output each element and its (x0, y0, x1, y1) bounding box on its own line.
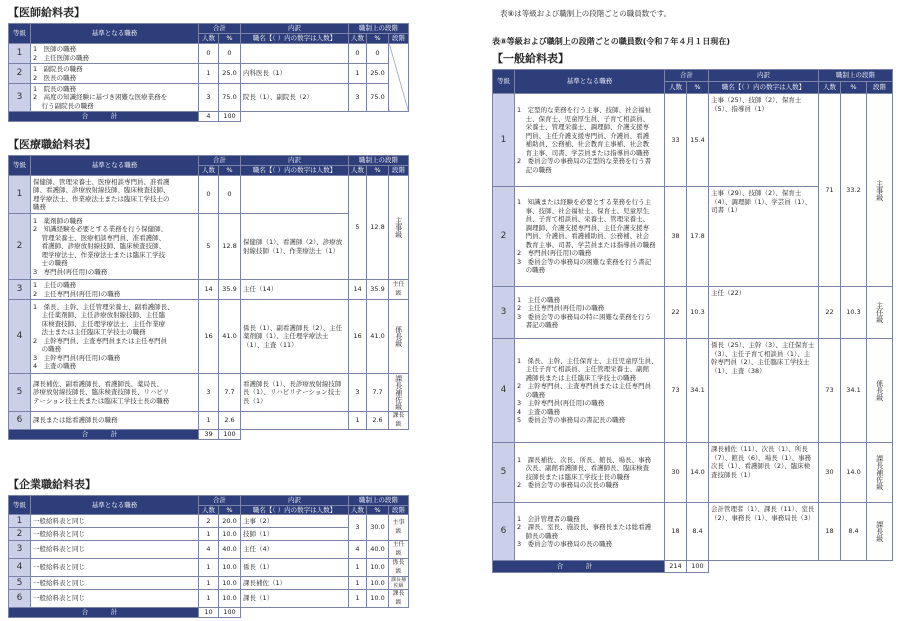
titles-cell: 主任（14） (241, 280, 349, 300)
duty-header: 基準となる職務 (31, 496, 199, 515)
breakdown-header: 内訳 (241, 24, 349, 34)
total-row (493, 561, 893, 573)
stage-count-cell: 1 (349, 559, 367, 577)
stage-label-cell: 主事級 (867, 94, 893, 287)
stage-label-empty (389, 44, 409, 112)
table-row (9, 590, 409, 608)
stage-count-cell: 14 (349, 280, 367, 300)
count-cell: 0 (199, 44, 219, 64)
stage-label-cell: 課長級 (389, 412, 409, 430)
count-cell: 22 (665, 287, 687, 339)
grade-cell: 5 (9, 374, 31, 412)
grade-cell: 6 (493, 503, 515, 561)
ippan-title: 【一般給料表】 (492, 52, 569, 65)
stage-pct-cell: 10.0 (367, 577, 389, 590)
ishi-section (8, 6, 408, 122)
titles-cell: 主事（29）、技師（2）、保育士（4）、調理師（1）、学芸員（1）、司書（1） (709, 187, 819, 287)
stage-label-cell: 課長級 (389, 590, 409, 608)
titles-cell: 課長補佐（11）、次長（1）、所長（7）、館長（6）、場長（1）、事務次長（1）、看護師長（2）、臨床検査技師長（1） (709, 443, 819, 503)
table-row (9, 515, 409, 528)
stage-count-cell: 0 (349, 44, 367, 64)
table-row (9, 577, 409, 590)
grade-cell: 4 (493, 339, 515, 443)
count-cell: 1 (199, 412, 219, 430)
stage-pct-cell: 75.0 (367, 84, 389, 112)
grade-cell: 3 (9, 84, 31, 112)
grade-cell: 4 (9, 300, 31, 374)
total-pct: 100 (219, 608, 241, 618)
total-header: 合計 (199, 496, 241, 506)
pct-cell: 75.0 (219, 84, 241, 112)
grade-cell: 5 (9, 577, 31, 590)
grade-cell: 5 (493, 443, 515, 503)
title-col-header: 職名【（ ）内の数字は人数】 (709, 82, 819, 94)
table-row (493, 94, 893, 187)
total-header: 合計 (665, 70, 709, 82)
stage-label-cell: 課長補佐級 (389, 374, 409, 412)
stage-count-cell: 1 (349, 412, 367, 430)
duty-cell: 一般給料表と同じ (31, 577, 199, 590)
stage-pct-cell: 35.9 (367, 280, 389, 300)
grade-cell: 6 (9, 590, 31, 608)
percent-header: % (219, 505, 241, 515)
kigyo-section (8, 478, 408, 618)
stage-pct-cell: 10.0 (367, 590, 389, 608)
duty-cell: 1 係長、主幹、主任保育士、主任児童厚生員、 主任子育て相談員、主任管理栄養士、副館 護師長または主任臨床工学技士の職務 2 主幹専門員、主査専門員または主任専門員 の職務 3 主幹専門員(再任用)の職務 4 主査の職務 5 委員会等の事務局の書記長の職務 (515, 339, 665, 443)
stage-count-cell: 30 (819, 443, 841, 503)
duty-cell: 1 知識または経験を必要とする業務を行う主 事、技師、社会福祉士、保育士、児童厚生 員、子育て相談員、栄養士、管理栄養士、 調理師、介護支援専門員、主任介護支援専 門員、介護員、看護補助員、公務補、社会 教育主事、司書、学芸員または指導員の職務 2 専門員(再任用)の職務 3 委員会等の事務局の困難な業務を行う書記 の職務 (515, 187, 665, 287)
titles-cell: 看護師長（1）、長診療放射線技師長（1）、リハビリテーション技士長（1） (241, 374, 349, 412)
percent-header: % (687, 82, 709, 94)
stage-pct-cell: 8.4 (841, 503, 867, 561)
stage-count-cell: 1 (349, 590, 367, 608)
iryo-section (8, 138, 408, 440)
persons-header: 人数 (199, 166, 219, 176)
stage-label-cell: 課長補佐級 (389, 577, 409, 590)
iryo-table (8, 155, 409, 440)
stage-count-cell: 4 (349, 541, 367, 559)
table-row (9, 64, 409, 84)
persons-header: 人数 (819, 82, 841, 94)
kigyo-table (8, 495, 409, 618)
stage-count-cell: 3 (349, 515, 367, 541)
count-cell: 3 (199, 374, 219, 412)
duty-cell: 一般給料表と同じ (31, 559, 199, 577)
ishi-title: 【医師給料表】 (8, 6, 85, 19)
stage-count-cell: 16 (349, 300, 367, 374)
percent-header: % (219, 166, 241, 176)
stage-pct-cell: 40.0 (367, 541, 389, 559)
total-label: 合 計 (9, 608, 199, 618)
grade-cell: 2 (9, 528, 31, 541)
titles-cell: 課長補佐（1） (241, 577, 349, 590)
total-pct: 100 (687, 561, 709, 573)
stage-pct-cell: 34.1 (841, 339, 867, 443)
persons-header: 人数 (199, 34, 219, 44)
count-cell: 33 (665, 94, 687, 187)
duty-cell: 1 医師の職務 2 主任医師の職務 (31, 44, 199, 64)
persons-header: 人数 (349, 505, 367, 515)
stage-count-cell: 1 (349, 577, 367, 590)
grade-header: 等級 (9, 496, 31, 515)
table-row (9, 412, 409, 430)
pct-cell: 0 (219, 176, 241, 214)
grade-cell: 3 (493, 287, 515, 339)
duty-header: 基準となる職務 (515, 70, 665, 94)
total-label: 合 計 (9, 430, 199, 440)
stage-label-cell: 課長級 (867, 503, 893, 561)
grade-header: 等級 (9, 156, 31, 176)
title-col-header: 職名【（ ）内の数字は人数】 (241, 166, 349, 176)
total-header: 合計 (199, 24, 241, 34)
pct-cell: 10.0 (219, 590, 241, 608)
duty-cell: 1 会計管理者の職務 2 課長、室長、施設長、事務長または総看護 師長の職務 3 委員会等の事務局の長の職務 (515, 503, 665, 561)
stage-col-header: 段階 (867, 82, 893, 94)
duty-cell: 1 主任の職務 2 主任専門員(再任用)の職務 (31, 280, 199, 300)
total-row (9, 430, 409, 440)
grade-cell: 2 (9, 64, 31, 84)
stage-label-cell: 主任級 (389, 541, 409, 559)
stage-pct-cell: 41.0 (367, 300, 389, 374)
duty-cell: 1 薬剤師の職務 2 知識経験を必要とする業務を行う保健師、 管理栄養士、医療相談専門員、准看護師、 看護師、診療放射線技師、臨床検査技師、 理学療法士、作業療法士または臨床工学技 士の職務 3 専門員(再任用)の職務 (31, 214, 199, 280)
grade-header: 等級 (9, 24, 31, 44)
stage-col-header: 段階 (389, 34, 409, 44)
duty-cell: 課長または総看護師長の職務 (31, 412, 199, 430)
percent-header: % (367, 34, 389, 44)
stage-count-cell: 18 (819, 503, 841, 561)
stage-pct-cell: 12.8 (367, 176, 389, 280)
breakdown-header: 内訳 (709, 70, 819, 82)
persons-header: 人数 (349, 34, 367, 44)
count-cell: 1 (199, 64, 219, 84)
total-pct: 100 (219, 112, 241, 122)
stage-pct-cell: 10.3 (841, 287, 867, 339)
grade-cell: 4 (9, 559, 31, 577)
stage-count-cell: 5 (349, 176, 367, 280)
titles-cell: 技師（1） (241, 528, 349, 541)
kigyo-title: 【企業職給料表】 (8, 478, 96, 491)
total-count: 10 (199, 608, 219, 618)
pct-cell: 0 (219, 44, 241, 64)
iryo-title: 【医療職給料表】 (8, 138, 96, 151)
stage-pct-cell: 33.2 (841, 94, 867, 287)
count-cell: 2 (199, 515, 219, 528)
count-cell: 1 (199, 528, 219, 541)
stage-label-cell: 係長級 (389, 300, 409, 374)
stage-col-header: 段階 (389, 166, 409, 176)
table-row (493, 287, 893, 339)
ippan-table (492, 69, 893, 573)
persons-header: 人数 (349, 166, 367, 176)
title-col-header: 職名【（ ）内の数字は人数】 (241, 34, 349, 44)
stage-pct-cell: 2.6 (367, 412, 389, 430)
count-cell: 5 (199, 214, 219, 280)
count-cell: 16 (199, 300, 219, 374)
titles-cell (241, 176, 349, 214)
table-row (9, 541, 409, 559)
grade-cell: 2 (9, 214, 31, 280)
count-cell: 1 (199, 559, 219, 577)
stage-label-cell: 係長級 (389, 559, 409, 577)
pct-cell: 20.0 (219, 515, 241, 528)
duty-cell: 一般給料表と同じ (31, 590, 199, 608)
pct-cell: 34.1 (687, 339, 709, 443)
count-cell: 73 (665, 339, 687, 443)
count-cell: 4 (199, 541, 219, 559)
breakdown-header: 内訳 (241, 496, 349, 506)
pct-cell: 40.0 (219, 541, 241, 559)
grade-cell: 1 (9, 515, 31, 528)
count-cell: 1 (199, 590, 219, 608)
persons-header: 人数 (665, 82, 687, 94)
table-row (9, 280, 409, 300)
percent-header: % (367, 166, 389, 176)
stage-label-cell: 課長補佐級 (867, 443, 893, 503)
grade-cell: 6 (9, 412, 31, 430)
titles-cell: 係長（25）、主幹（3）、主任保育士（3）、主任子育て相談員（1）、主幹専門員（2）、主任臨床工学技士（1）、主査（38） (709, 339, 819, 443)
duty-cell: 1 定型的な業務を行う主事、技師、社会福祉 士、保育士、児童厚生員、子育て相談員、 栄養士、管理栄養士、調理師、介護支援専 門員、主任介護支援専門員、介護員、看護 補助員、公務補、社会教育主事補、社会教 育主事、司書、学芸員または指導員の職務 2 委員会等の事務局の定型的な業務を行う書 記の職務 (515, 94, 665, 187)
table-row (493, 443, 893, 503)
grade-cell: 3 (9, 280, 31, 300)
count-cell: 38 (665, 187, 687, 287)
stage-pct-cell: 14.0 (841, 443, 867, 503)
total-label: 合 計 (493, 561, 665, 573)
count-cell: 3 (199, 84, 219, 112)
titles-cell: 保健師（1）、看護師（2）、診療放射線技師（1）、作業療法士（1） (241, 214, 349, 280)
stage-header: 職制上の段階 (349, 496, 409, 506)
pct-cell: 41.0 (219, 300, 241, 374)
total-count: 214 (665, 561, 687, 573)
total-label: 合 計 (9, 112, 199, 122)
pct-cell: 2.6 (219, 412, 241, 430)
titles-cell (241, 44, 349, 64)
percent-header: % (367, 505, 389, 515)
table-row (9, 559, 409, 577)
table-row (9, 84, 409, 112)
stage-label-cell: 主任級 (389, 280, 409, 300)
stage-label-cell: 主事級 (389, 176, 409, 280)
duty-cell: 一般給料表と同じ (31, 541, 199, 559)
percent-header: % (841, 82, 867, 94)
grade-cell: 1 (493, 94, 515, 187)
pct-cell: 10.0 (219, 528, 241, 541)
table-row (9, 176, 409, 214)
stage-header: 職制上の段階 (349, 156, 409, 166)
titles-cell: 課長（1） (241, 590, 349, 608)
stage-pct-cell: 0 (367, 44, 389, 64)
pct-cell: 14.0 (687, 443, 709, 503)
table-row (9, 300, 409, 374)
duty-cell: 1 主任の職務 2 主任専門員(再任用)の職務 3 委員会等の事務局の特に困難な業務を行う 書記の職務 (515, 287, 665, 339)
pct-cell: 7.7 (219, 374, 241, 412)
count-cell: 0 (199, 176, 219, 214)
count-cell: 30 (665, 443, 687, 503)
total-count: 4 (199, 112, 219, 122)
duty-header: 基準となる職務 (31, 156, 199, 176)
pct-cell: 10.0 (219, 559, 241, 577)
duty-cell: 1 係長、主幹、主任管理栄養士、副看護師長、 主任薬剤師、主任診療放射線技師、主任臨 床検査技師、主任理学療法士、主任作業療 法士または主任臨床工学技士の職務 2 主幹専門員、主査専門員または主任専門員 の職務 3 主幹専門員(再任用)の職務 4 主査の職務 (31, 300, 199, 374)
duty-cell: 保健師、管理栄養士、医療相談専門員、准看護 師、看護師、診療放射線技師、臨床検査技師、 理学療法士、作業療法士または臨床工学技士の 職務 (31, 176, 199, 214)
title-col-header: 職名【（ ）内の数字は人数】 (241, 505, 349, 515)
stage-label-cell: 主事級 (389, 515, 409, 541)
top-note: 表⑧は等級および職制上の段階ごとの職員数です。 (500, 9, 672, 18)
ishi-table (8, 23, 409, 122)
stage-label-cell: 係長級 (867, 339, 893, 443)
duty-cell: 1 課長補佐、次長、所長、館長、場長、事務 次長、副館看護師長、看護師長、臨床検査 技師長または臨床工学技士長の職務 2 委員会等の事務局の次長の職務 (515, 443, 665, 503)
titles-cell: 主事（25）、技師（2）、保育士（5）、指導員（1） (709, 94, 819, 187)
grade-header: 等級 (493, 70, 515, 94)
stage-label-cell: 主任級 (867, 287, 893, 339)
total-header: 合計 (199, 156, 241, 166)
grade-cell: 2 (493, 187, 515, 287)
total-row (9, 608, 409, 618)
stage-col-header: 段階 (389, 505, 409, 515)
titles-cell: 院長（1）、副院長（2） (241, 84, 349, 112)
stage-count-cell: 22 (819, 287, 841, 339)
count-cell: 1 (199, 577, 219, 590)
titles-cell: 主任（4） (241, 541, 349, 559)
persons-header: 人数 (199, 505, 219, 515)
duty-cell: 1 院長の職務 2 高度の知識経験に基づき困難な医療業務を 行う副院長の職務 (31, 84, 199, 112)
pct-cell: 25.0 (219, 64, 241, 84)
stage-header: 職制上の段階 (349, 24, 409, 34)
ippan-heading: 表⑧等級および職制上の段階ごとの職員数(令和７年４月１日現在) (492, 37, 731, 46)
ippan-section (492, 52, 892, 573)
duty-cell: 一般給料表と同じ (31, 528, 199, 541)
pct-cell: 15.4 (687, 94, 709, 187)
count-cell: 14 (199, 280, 219, 300)
titles-cell: 内科医長（1） (241, 64, 349, 84)
titles-cell: 主任（22） (709, 287, 819, 339)
table-row (493, 339, 893, 443)
percent-header: % (219, 34, 241, 44)
duty-cell: 一般給料表と同じ (31, 515, 199, 528)
pct-cell: 35.9 (219, 280, 241, 300)
stage-pct-cell: 25.0 (367, 64, 389, 84)
stage-pct-cell: 10.0 (367, 559, 389, 577)
total-count: 39 (199, 430, 219, 440)
titles-cell: 係長（1）、副看護師長（2）、主任薬剤師（1）、主任理学療法士（1）、主査（11） (241, 300, 349, 374)
table-row (9, 374, 409, 412)
stage-count-cell: 3 (349, 374, 367, 412)
stage-pct-cell: 7.7 (367, 374, 389, 412)
pct-cell: 10.0 (219, 577, 241, 590)
stage-pct-cell: 30.0 (367, 515, 389, 541)
duty-cell: 1 副院長の職務 2 医長の職務 (31, 64, 199, 84)
stage-header: 職制上の段階 (819, 70, 893, 82)
grade-cell: 1 (9, 44, 31, 64)
stage-count-cell: 3 (349, 84, 367, 112)
titles-cell: 係長（1） (241, 559, 349, 577)
grade-cell: 1 (9, 176, 31, 214)
titles-cell: 会計管理者（1）、課長（11）、室長（2）、事務長（1）、事務局長（3） (709, 503, 819, 561)
total-pct: 100 (219, 430, 241, 440)
count-cell: 18 (665, 503, 687, 561)
pct-cell: 12.8 (219, 214, 241, 280)
total-row (9, 112, 409, 122)
duty-header: 基準となる職務 (31, 24, 199, 44)
grade-cell: 3 (9, 541, 31, 559)
pct-cell: 10.3 (687, 287, 709, 339)
table-row (493, 503, 893, 561)
table-row (9, 44, 409, 64)
pct-cell: 8.4 (687, 503, 709, 561)
duty-cell: 課長補佐、副看護師長、看護師長、薬局長、 診療放射線技師長、臨床検査技師長、リハビリ テーション技士長または臨床工学技士長の職務 (31, 374, 199, 412)
pct-cell: 17.8 (687, 187, 709, 287)
stage-count-cell: 73 (819, 339, 841, 443)
titles-cell: 主事（2） (241, 515, 349, 528)
titles-cell (241, 412, 349, 430)
stage-count-cell: 1 (349, 64, 367, 84)
stage-count-cell: 71 (819, 94, 841, 287)
breakdown-header: 内訳 (241, 156, 349, 166)
